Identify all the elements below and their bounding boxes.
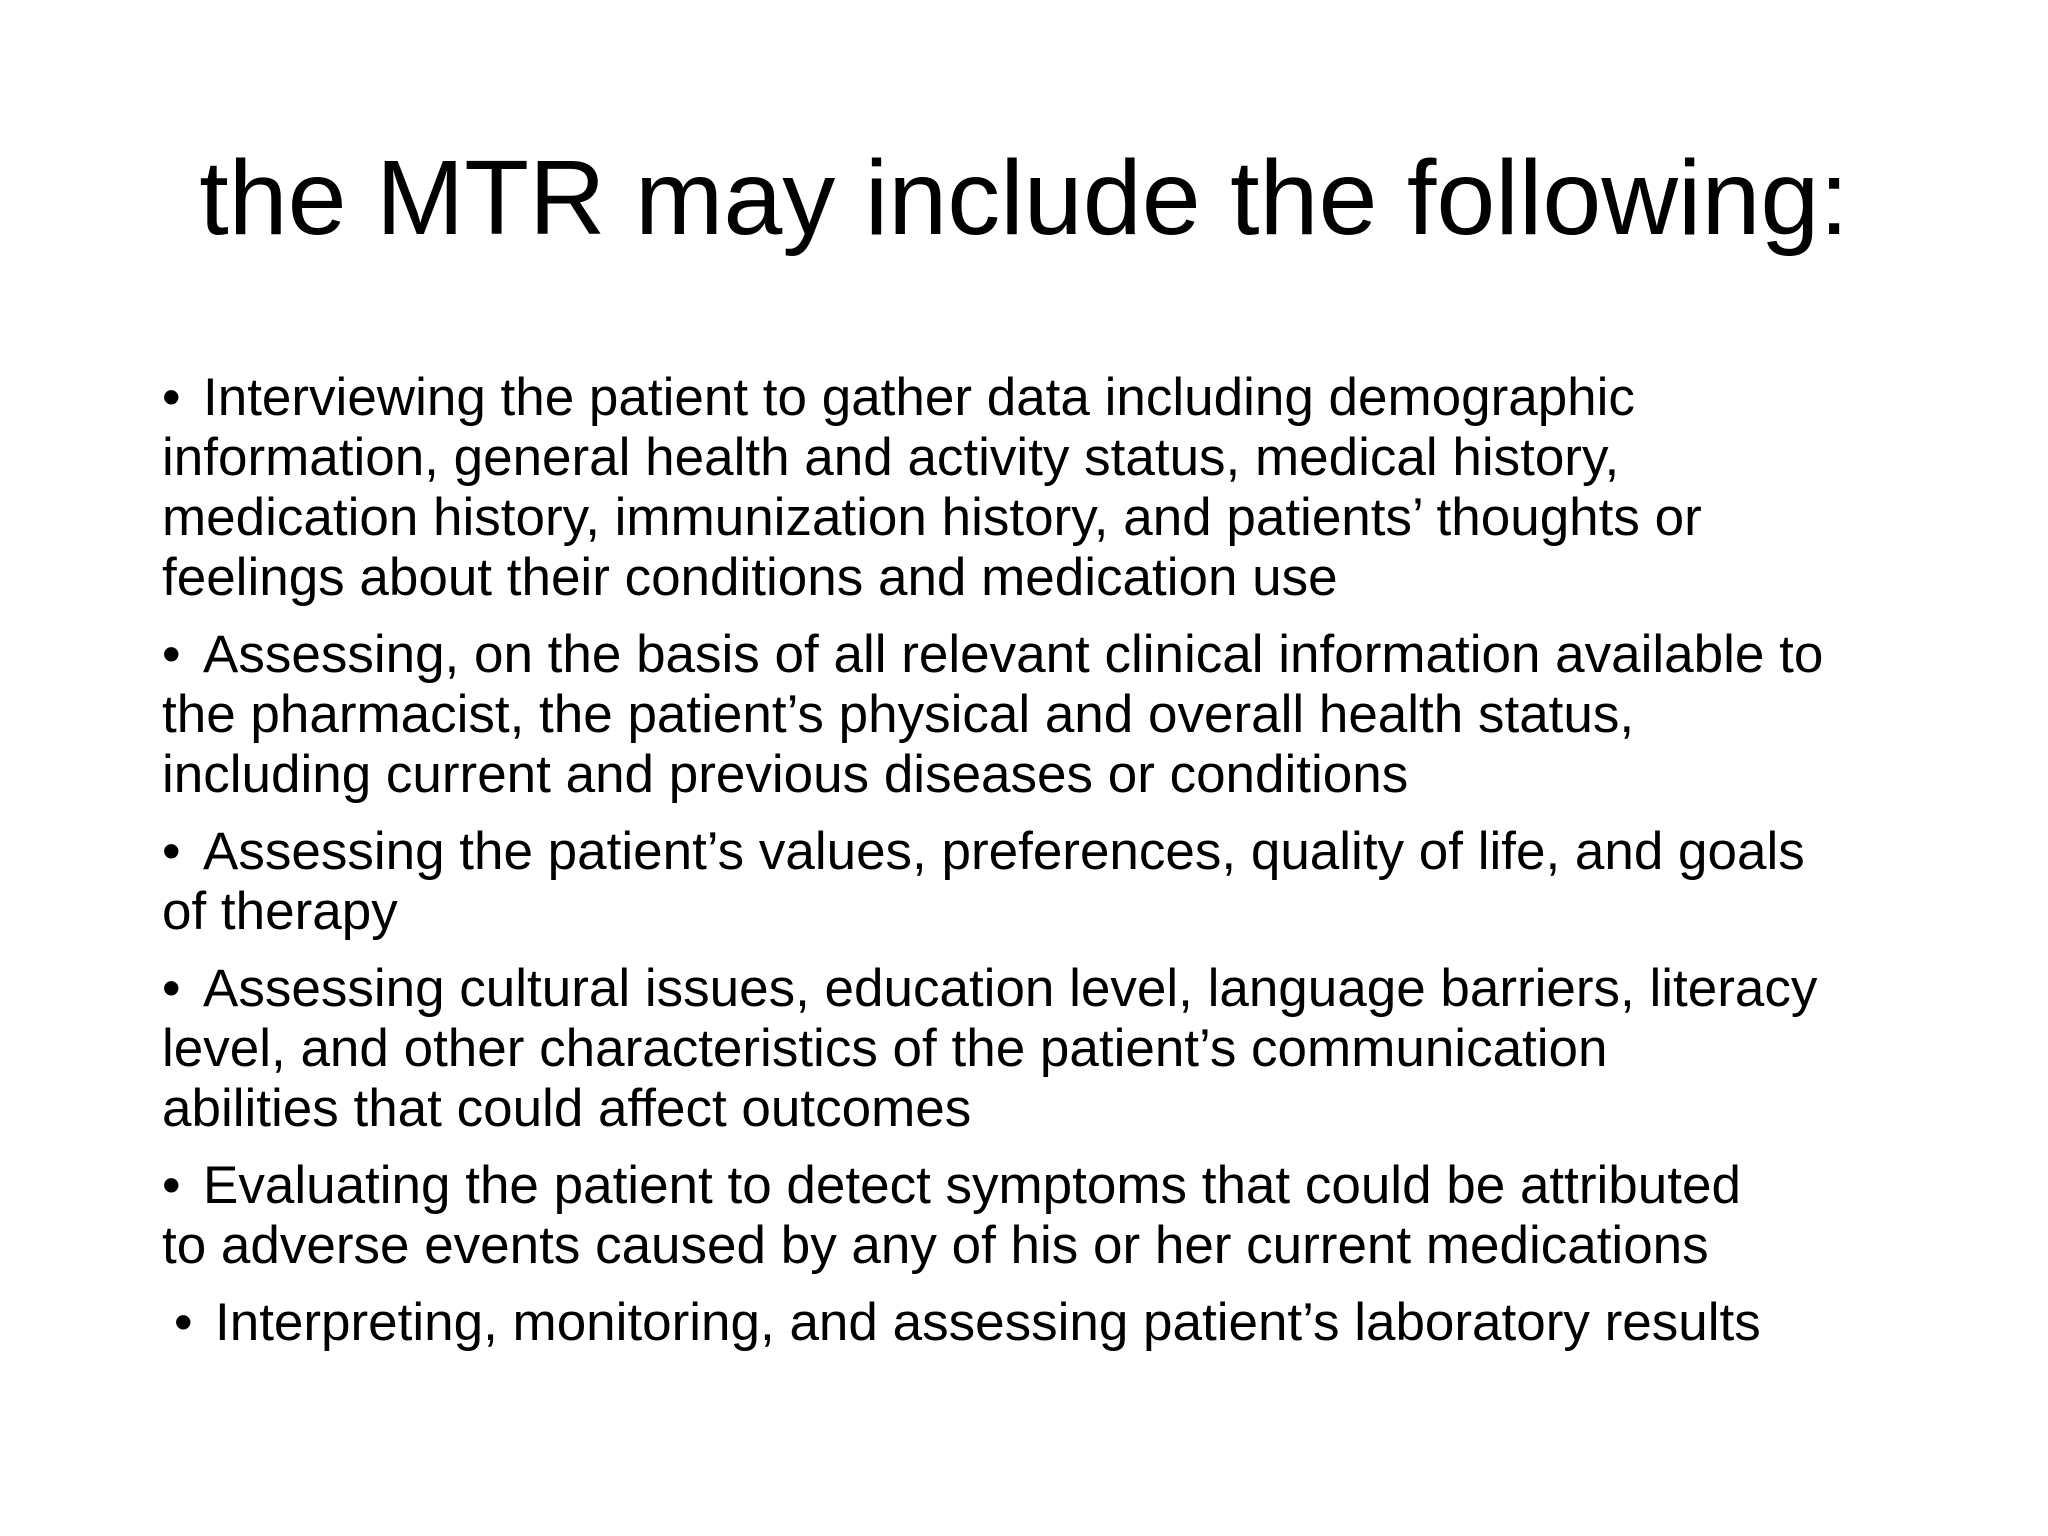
bullet-list: [130, 368, 1960, 1370]
bullet-icon: •: [162, 959, 181, 1018]
bullet-icon: •: [162, 368, 181, 427]
bullet-text-line: Assessing cultural issues, education level, language barriers, literacy: [203, 959, 1818, 1018]
bullet-icon: •: [162, 1156, 181, 1215]
bullet-text-line: to adverse events caused by any of his or her current medications: [162, 1216, 1709, 1275]
bullet-text-line: Assessing, on the basis of all relevant clinical information available to: [203, 625, 1824, 684]
bullet-text-line: the pharmacist, the patient’s physical and overall health status,: [162, 685, 1635, 744]
bullet-icon: •: [162, 625, 181, 684]
slide-title: the MTR may include the following:: [199, 139, 1849, 257]
bullet-text-line: Interpreting, monitoring, and assessing patient’s laboratory results: [215, 1293, 1761, 1352]
bullet-text-line: Interviewing the patient to gather data including demographic: [203, 368, 1635, 427]
bullet-text-line: abilities that could affect outcomes: [162, 1079, 972, 1138]
bullet-item-evaluating: [130, 1156, 1960, 1276]
bullet-item-assessing-health: [130, 625, 1960, 805]
bullet-item-assessing-values: [130, 822, 1960, 942]
bullet-text-line: level, and other characteristics of the patient’s communication: [162, 1019, 1608, 1078]
bullet-item-assessing-cultural: [130, 959, 1960, 1139]
bullet-text-line: feelings about their conditions and medication use: [162, 548, 1338, 607]
bullet-item-interviewing: [130, 368, 1960, 608]
bullet-text-line: medication history, immunization history, and patients’ thoughts or: [162, 488, 1702, 547]
bullet-text-line: information, general health and activity status, medical history,: [162, 428, 1620, 487]
bullet-item-interpreting: [130, 1293, 1960, 1353]
bullet-icon: •: [162, 822, 181, 881]
bullet-text-line: including current and previous diseases or conditions: [162, 745, 1409, 804]
bullet-text-line: Assessing the patient’s values, preferences, quality of life, and goals: [203, 822, 1805, 881]
bullet-icon: •: [174, 1293, 193, 1352]
bullet-text-line: Evaluating the patient to detect symptoms that could be attributed: [203, 1156, 1741, 1215]
bullet-text-line: of therapy: [162, 882, 398, 941]
